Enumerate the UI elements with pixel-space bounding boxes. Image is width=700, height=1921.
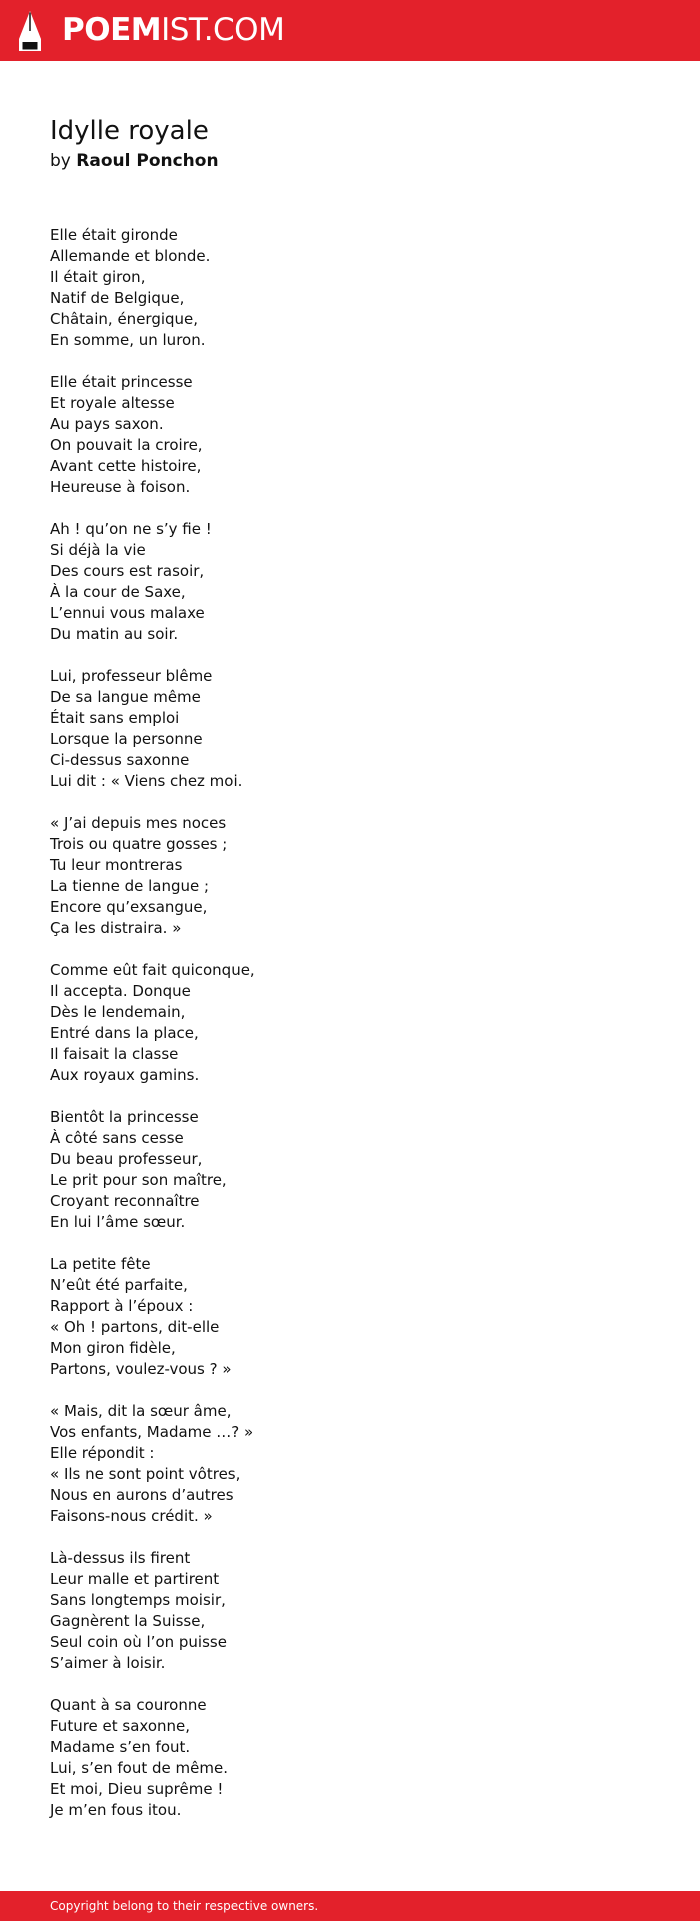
poem-byline [50,149,650,173]
poem-line: En lui l’âme sœur. [50,1213,186,1231]
poem-line: Elle était princesse [50,373,193,391]
poem-line: Des cours est rasoir, [50,562,205,580]
poem-title: Idylle royale [50,116,209,146]
stanza [50,1254,650,1380]
stanza [50,1107,650,1233]
poem-line: Lui dit : « Viens chez moi. [50,772,243,790]
stanza [50,225,650,351]
poem-line: Lui, professeur blême [50,667,213,685]
poem-line: Ci-dessus saxonne [50,751,190,769]
poem-line: De sa langue même [50,688,201,706]
poem-line: Leur malle et partirent [50,1570,220,1588]
poem-line: En somme, un luron. [50,331,206,349]
stanza [50,1401,650,1527]
poem-line: Ça les distraira. » [50,919,182,937]
poem-line: Aux royaux gamins. [50,1066,200,1084]
logo-bold-part: POEM [62,12,162,48]
stanza [50,666,650,792]
poem-content [50,113,650,1842]
poem-line: Dès le lendemain, [50,1003,186,1021]
poem-line: Vos enfants, Madame …? » [50,1423,254,1441]
poem-line: Le prit pour son maître, [50,1171,227,1189]
poem-line: Était sans emploi [50,709,180,727]
poem-line: « Oh ! partons, dit-elle [50,1318,220,1336]
poem-line: Sans longtemps moisir, [50,1591,226,1609]
poem-line: S’aimer à loisir. [50,1654,166,1672]
poem-line: « Mais, dit la sœur âme, [50,1402,232,1420]
poem-line: Mon giron fidèle, [50,1339,176,1357]
poem-line: Du matin au soir. [50,625,179,643]
stanza [50,813,650,939]
poem-line: Lorsque la personne [50,730,203,748]
poem-line: La tienne de langue ; [50,877,210,895]
poem-line: Il était giron, [50,268,146,286]
poem-line: Comme eût fait quiconque, [50,961,255,979]
copyright-notice: Copyright belong to their respective owners. [50,1899,319,1913]
stanza [50,960,650,1086]
poem-line: Il faisait la classe [50,1045,179,1063]
site-header [0,0,700,61]
poem-line: Future et saxonne, [50,1717,191,1735]
poem-line: Allemande et blonde. [50,247,211,265]
poem-line: Lui, s’en fout de même. [50,1759,228,1777]
poem-line: Nous en aurons d’autres [50,1486,234,1504]
poem-line: Faisons-nous crédit. » [50,1507,213,1525]
poem-line: Du beau professeur, [50,1150,203,1168]
poem-line: N’eût été parfaite, [50,1276,188,1294]
by-label: by [50,151,71,171]
poem-line: Avant cette histoire, [50,457,202,475]
author-name: Raoul Ponchon [76,151,219,171]
poem-line: Au pays saxon. [50,415,164,433]
poem-line: À côté sans cesse [50,1129,184,1147]
stanza [50,372,650,498]
poem-line: Il accepta. Donque [50,982,191,1000]
poem-line: Seul coin où l’on puisse [50,1633,227,1651]
poem-line: Rapport à l’époux : [50,1297,194,1315]
poem-line: Ah ! qu’on ne s’y fie ! [50,520,212,538]
poem-line: On pouvait la croire, [50,436,203,454]
site-logo-text [62,12,284,48]
poem-line: Elle répondit : [50,1444,155,1462]
poem-line: Heureuse à foison. [50,478,191,496]
stanza [50,1695,650,1821]
poem-body [50,225,650,1821]
site-footer [0,1891,700,1921]
poem-line: Tu leur montreras [50,856,183,874]
poem-line: Partons, voulez-vous ? » [50,1360,232,1378]
poem-line: Et moi, Dieu suprême ! [50,1780,224,1798]
stanza [50,1548,650,1674]
logo-light-part: IST.COM [161,12,285,48]
poem-line: À la cour de Saxe, [50,583,186,601]
poem-line: Et royale altesse [50,394,175,412]
poem-line: « J’ai depuis mes noces [50,814,227,832]
poem-line: Elle était gironde [50,226,178,244]
poem-line: Là-dessus ils firent [50,1549,191,1567]
poem-line: Quant à sa couronne [50,1696,207,1714]
poem-line: Madame s’en fout. [50,1738,191,1756]
quill-pen-icon [18,11,42,51]
poem-line: Je m’en fous itou. [50,1801,182,1819]
poem-line: Si déjà la vie [50,541,146,559]
poem-line: Bientôt la princesse [50,1108,199,1126]
poem-line: Châtain, énergique, [50,310,199,328]
poem-line: « Ils ne sont point vôtres, [50,1465,241,1483]
poem-line: Entré dans la place, [50,1024,199,1042]
poem-line: Croyant reconnaître [50,1192,200,1210]
poem-line: La petite fête [50,1255,151,1273]
poem-line: L’ennui vous malaxe [50,604,205,622]
poem-line: Natif de Belgique, [50,289,185,307]
stanza [50,519,650,645]
poem-line: Gagnèrent la Suisse, [50,1612,206,1630]
poem-line: Encore qu’exsangue, [50,898,208,916]
poem-line: Trois ou quatre gosses ; [50,835,228,853]
